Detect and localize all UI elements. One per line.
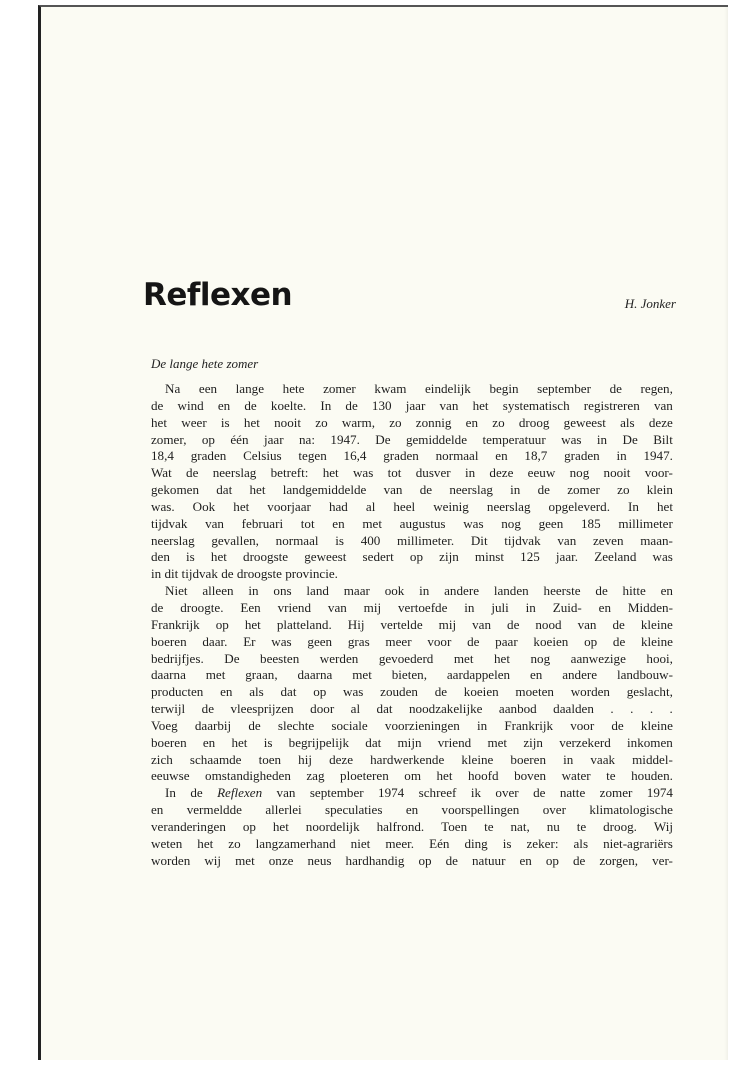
paragraph-3-line-3: veranderingen op het noordelijk halfrond. Toen te nat, nu te droog. Wij xyxy=(151,818,673,834)
paragraph-1-line-1: Na een lange hete zomer kwam eindelijk begin september de regen, xyxy=(165,381,673,396)
paragraph-3-line-1: In de Reflexen van september 1974 schreef ik over de natte zomer 1974 xyxy=(165,785,673,801)
paragraph-1-line-6: Wat de neerslag betreft: het was tot dusver in deze eeuw nog nooit voor- xyxy=(151,465,673,481)
paragraph-2-line-1: Niet alleen in ons land maar ook in andere landen heerste de hitte en xyxy=(165,583,673,599)
author-name: H. Jonker xyxy=(624,296,676,311)
paragraph-1-line-12: in dit tijdvak de droogste provincie. xyxy=(151,566,338,582)
paragraph-1-line-2: de wind en de koelte. In de 130 jaar van het systematisch registreren van xyxy=(151,397,673,413)
paragraph-3-line-2: en vermeldde allerlei speculaties en voorspellingen over klimatologische xyxy=(151,802,673,818)
paragraph-2-line-6: daarna met graan, daarna met bieten, aardappelen en andere landbouw- xyxy=(151,667,673,683)
paragraph-1-line-4: zomer, op één jaar na: 1947. De gemiddelde temperatuur was in De Bilt xyxy=(151,431,673,447)
paragraph-2-line-7: producten en als dat op was zouden de koeien moeten worden geslacht, xyxy=(151,684,673,700)
paragraph-1-line-10: neerslag gevallen, normaal is 400 millimeter. Dit tijdvak van zeven maan- xyxy=(151,532,673,548)
paragraph-1-line-5: 18,4 graden Celsius tegen 16,4 graden normaal en 18,7 graden in 1947. xyxy=(151,448,673,464)
paragraph-1-line-9: tijdvak van februari tot en met augustus was nog geen 185 millimeter xyxy=(151,515,673,531)
paragraph-2-line-9: Voeg daarbij de slechte sociale voorzieningen in Frankrijk voor de kleine xyxy=(151,717,673,733)
paragraph-2-line-4: boeren daar. Er was geen gras meer voor de paar koeien op de kleine xyxy=(151,633,673,649)
article-body xyxy=(151,381,673,869)
paragraph-1-line-7: gekomen dat het landgemiddelde van de neerslag in de zomer zo klein xyxy=(151,482,673,498)
paragraph-2-line-5: bedrijfjes. De beesten werden gevoederd met het nog aanwezige hooi, xyxy=(151,650,673,666)
paragraph-2-line-8: terwijl de vleesprijzen door al dat noodzakelijke aanbod daalden . . . . xyxy=(151,701,673,717)
paragraph-2-line-10: boeren en het is begrijpelijk dat mijn vriend met zijn verzekerd inkomen xyxy=(151,734,673,750)
article-subheading: De lange hete zomer xyxy=(151,356,259,371)
paragraph-1-line-3: het weer is het nooit zo warm, zo zonnig en zo droog geweest als deze xyxy=(151,414,673,430)
paragraph-1-line-11: den is het droogste geweest sedert op zijn minst 125 jaar. Zeeland was xyxy=(151,549,673,565)
paragraph-2-line-2: de droogte. Een vriend van mij vertoefde in juli in Zuid- en Midden- xyxy=(151,599,673,615)
section-title: Reflexen xyxy=(143,277,293,313)
document-page xyxy=(38,5,728,1060)
paragraph-3-line-4: weten het zo langzamerhand niet meer. Eén ding is zeker: als niet-agrariërs xyxy=(151,835,673,851)
paragraph-2-line-12: eeuwse omstandigheden zag ploeteren om het hoofd boven water te houden. xyxy=(151,768,673,784)
paragraph-2-line-3: Frankrijk op het platteland. Hij vertelde mij van de nood van de kleine xyxy=(151,616,673,632)
paragraph-1-line-8: was. Ook het voorjaar had al heel weinig neerslag opgeleverd. In het xyxy=(151,498,673,514)
paragraph-2-line-11: zich schaamde toen hij deze hardwerkende kleine boeren in vaak middel- xyxy=(151,751,673,767)
paragraph-3-line-5: worden wij met onze neus hardhandig op de natuur en op de zorgen, ver- xyxy=(151,852,673,868)
page-edge-shadow xyxy=(724,7,728,1060)
